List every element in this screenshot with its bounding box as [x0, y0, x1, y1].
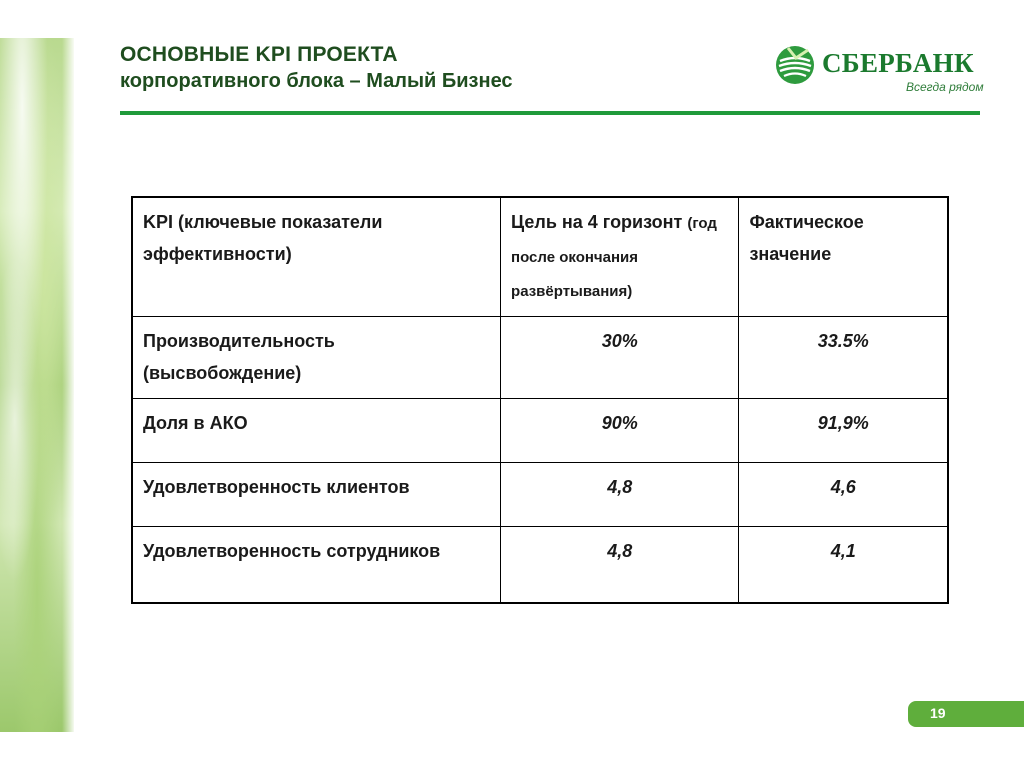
header-fact: Фактическое значение [739, 197, 948, 317]
row-goal: 4,8 [501, 527, 739, 603]
page-title: ОСНОВНЫЕ KPI ПРОЕКТА [120, 43, 398, 66]
header-goal [501, 197, 739, 317]
row-fact: 4,1 [739, 527, 948, 603]
logo-tagline: Всегда рядом [906, 80, 984, 94]
row-name: Производительность (высвобождение) [132, 317, 501, 399]
table-row [132, 399, 948, 463]
title-divider [120, 111, 980, 115]
page-number-badge [908, 701, 1024, 727]
header-kpi: KPI (ключевые показатели эффективности) [132, 197, 501, 317]
row-fact: 33.5% [739, 317, 948, 399]
table-row [132, 463, 948, 527]
row-goal: 90% [501, 399, 739, 463]
sberbank-logo-icon [774, 44, 816, 86]
row-goal: 30% [501, 317, 739, 399]
header-goal-label: Цель на 4 горизонт [511, 212, 683, 232]
header-goal-note: (год после окончания развёртывания) [511, 215, 717, 300]
row-name: Удовлетворенность клиентов [132, 463, 501, 527]
table-row [132, 527, 948, 603]
row-goal: 4,8 [501, 463, 739, 527]
row-fact: 4,6 [739, 463, 948, 527]
row-name: Удовлетворенность сотрудников [132, 527, 501, 603]
sberbank-logo [774, 44, 984, 100]
page-subtitle: корпоративного блока – Малый Бизнес [120, 70, 513, 92]
logo-name: СБЕРБАНК [822, 48, 974, 78]
decorative-leaf-strip [0, 38, 74, 732]
page-number: 19 [930, 705, 946, 721]
kpi-table [131, 196, 949, 604]
row-fact: 91,9% [739, 399, 948, 463]
title-block [120, 42, 513, 94]
row-name: Доля в АКО [132, 399, 501, 463]
table-row [132, 317, 948, 399]
table-header-row [132, 197, 948, 317]
